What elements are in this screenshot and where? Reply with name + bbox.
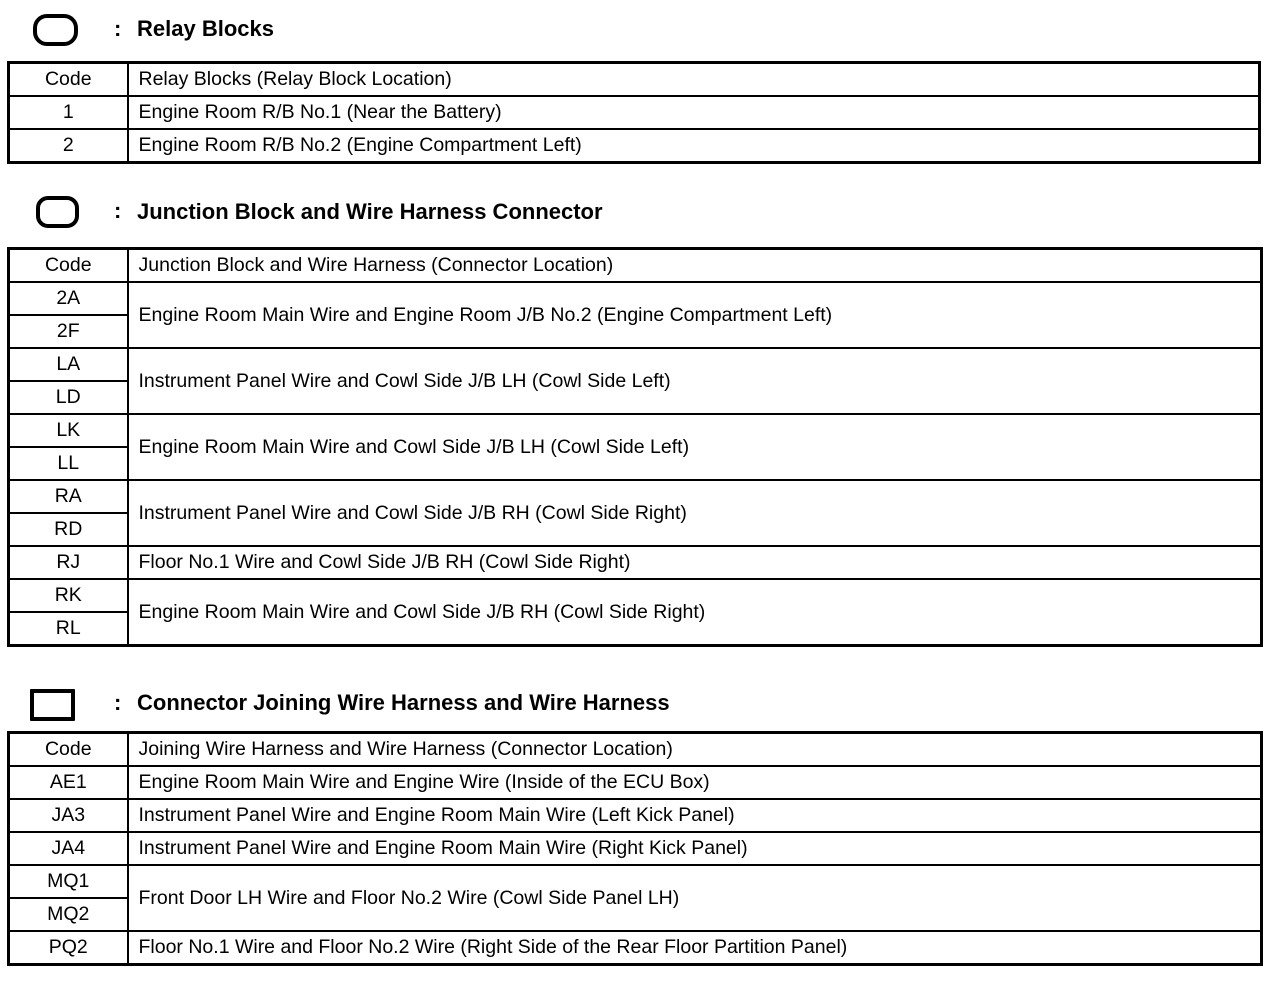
row-code: LK bbox=[9, 414, 128, 447]
row-desc: Engine Room Main Wire and Cowl Side J/B LH (Cowl Side Left) bbox=[128, 414, 1262, 480]
row-code: RA bbox=[9, 480, 128, 513]
relay-blocks-title: Relay Blocks bbox=[137, 16, 274, 41]
table-row bbox=[9, 865, 1262, 898]
row-desc: Front Door LH Wire and Floor No.2 Wire (Cowl Side Panel LH) bbox=[128, 865, 1262, 931]
row-code: PQ2 bbox=[9, 931, 128, 965]
table-row bbox=[9, 480, 1262, 513]
connector-symbol-icon bbox=[30, 689, 75, 721]
row-desc: Engine Room Main Wire and Cowl Side J/B RH (Cowl Side Right) bbox=[128, 579, 1262, 646]
header-desc: Joining Wire Harness and Wire Harness (Connector Location) bbox=[128, 733, 1262, 767]
connectors-table bbox=[7, 731, 1263, 966]
row-desc: Engine Room R/B No.2 (Engine Compartment Left) bbox=[128, 129, 1260, 163]
table-row bbox=[9, 129, 1260, 163]
header-code: Code bbox=[9, 733, 128, 767]
row-code: LL bbox=[9, 447, 128, 480]
table-row bbox=[9, 931, 1262, 965]
header-code: Code bbox=[9, 63, 128, 97]
row-code: 1 bbox=[9, 96, 128, 129]
row-code: JA3 bbox=[9, 799, 128, 832]
table-row bbox=[9, 799, 1262, 832]
table-row bbox=[9, 414, 1262, 447]
table-row bbox=[9, 282, 1262, 315]
table-row bbox=[9, 546, 1262, 579]
row-code: AE1 bbox=[9, 766, 128, 799]
row-code: RL bbox=[9, 612, 128, 646]
junction-blocks-title: Junction Block and Wire Harness Connector bbox=[137, 199, 603, 224]
row-desc: Engine Room Main Wire and Engine Room J/B No.2 (Engine Compartment Left) bbox=[128, 282, 1262, 348]
row-code: RK bbox=[9, 579, 128, 612]
row-desc: Instrument Panel Wire and Cowl Side J/B RH (Cowl Side Right) bbox=[128, 480, 1262, 546]
row-desc: Instrument Panel Wire and Engine Room Main Wire (Left Kick Panel) bbox=[128, 799, 1262, 832]
relay-blocks-colon: : bbox=[114, 16, 122, 41]
header-desc: Relay Blocks (Relay Block Location) bbox=[128, 63, 1260, 97]
junction-blocks-colon: : bbox=[114, 198, 122, 223]
table-header-row bbox=[9, 733, 1262, 767]
junction-block-symbol-icon bbox=[36, 196, 79, 228]
row-desc: Floor No.1 Wire and Floor No.2 Wire (Right Side of the Rear Floor Partition Panel) bbox=[128, 931, 1262, 965]
row-code: RJ bbox=[9, 546, 128, 579]
table-header-row bbox=[9, 63, 1260, 97]
relay-blocks-header bbox=[0, 10, 1280, 50]
row-code: 2F bbox=[9, 315, 128, 348]
row-desc: Engine Room R/B No.1 (Near the Battery) bbox=[128, 96, 1260, 129]
row-code: LD bbox=[9, 381, 128, 414]
row-code: MQ2 bbox=[9, 898, 128, 931]
junction-blocks-table bbox=[7, 247, 1263, 647]
table-row bbox=[9, 766, 1262, 799]
table-row bbox=[9, 96, 1260, 129]
connectors-colon: : bbox=[114, 690, 122, 715]
row-code: 2A bbox=[9, 282, 128, 315]
header-code: Code bbox=[9, 249, 128, 283]
row-code: RD bbox=[9, 513, 128, 546]
connectors-title: Connector Joining Wire Harness and Wire Harness bbox=[137, 690, 670, 715]
row-code: MQ1 bbox=[9, 865, 128, 898]
header-desc: Junction Block and Wire Harness (Connector Location) bbox=[128, 249, 1262, 283]
row-desc: Instrument Panel Wire and Engine Room Main Wire (Right Kick Panel) bbox=[128, 832, 1262, 865]
junction-blocks-header bbox=[0, 192, 1280, 232]
row-desc: Engine Room Main Wire and Engine Wire (Inside of the ECU Box) bbox=[128, 766, 1262, 799]
row-desc: Floor No.1 Wire and Cowl Side J/B RH (Cowl Side Right) bbox=[128, 546, 1262, 579]
table-row bbox=[9, 832, 1262, 865]
row-code: LA bbox=[9, 348, 128, 381]
relay-block-symbol-icon bbox=[33, 14, 78, 46]
row-desc: Instrument Panel Wire and Cowl Side J/B LH (Cowl Side Left) bbox=[128, 348, 1262, 414]
table-row bbox=[9, 579, 1262, 612]
row-code: JA4 bbox=[9, 832, 128, 865]
row-code: 2 bbox=[9, 129, 128, 163]
connectors-header bbox=[0, 684, 1280, 724]
table-row bbox=[9, 348, 1262, 381]
relay-blocks-table bbox=[7, 61, 1261, 164]
table-header-row bbox=[9, 249, 1262, 283]
